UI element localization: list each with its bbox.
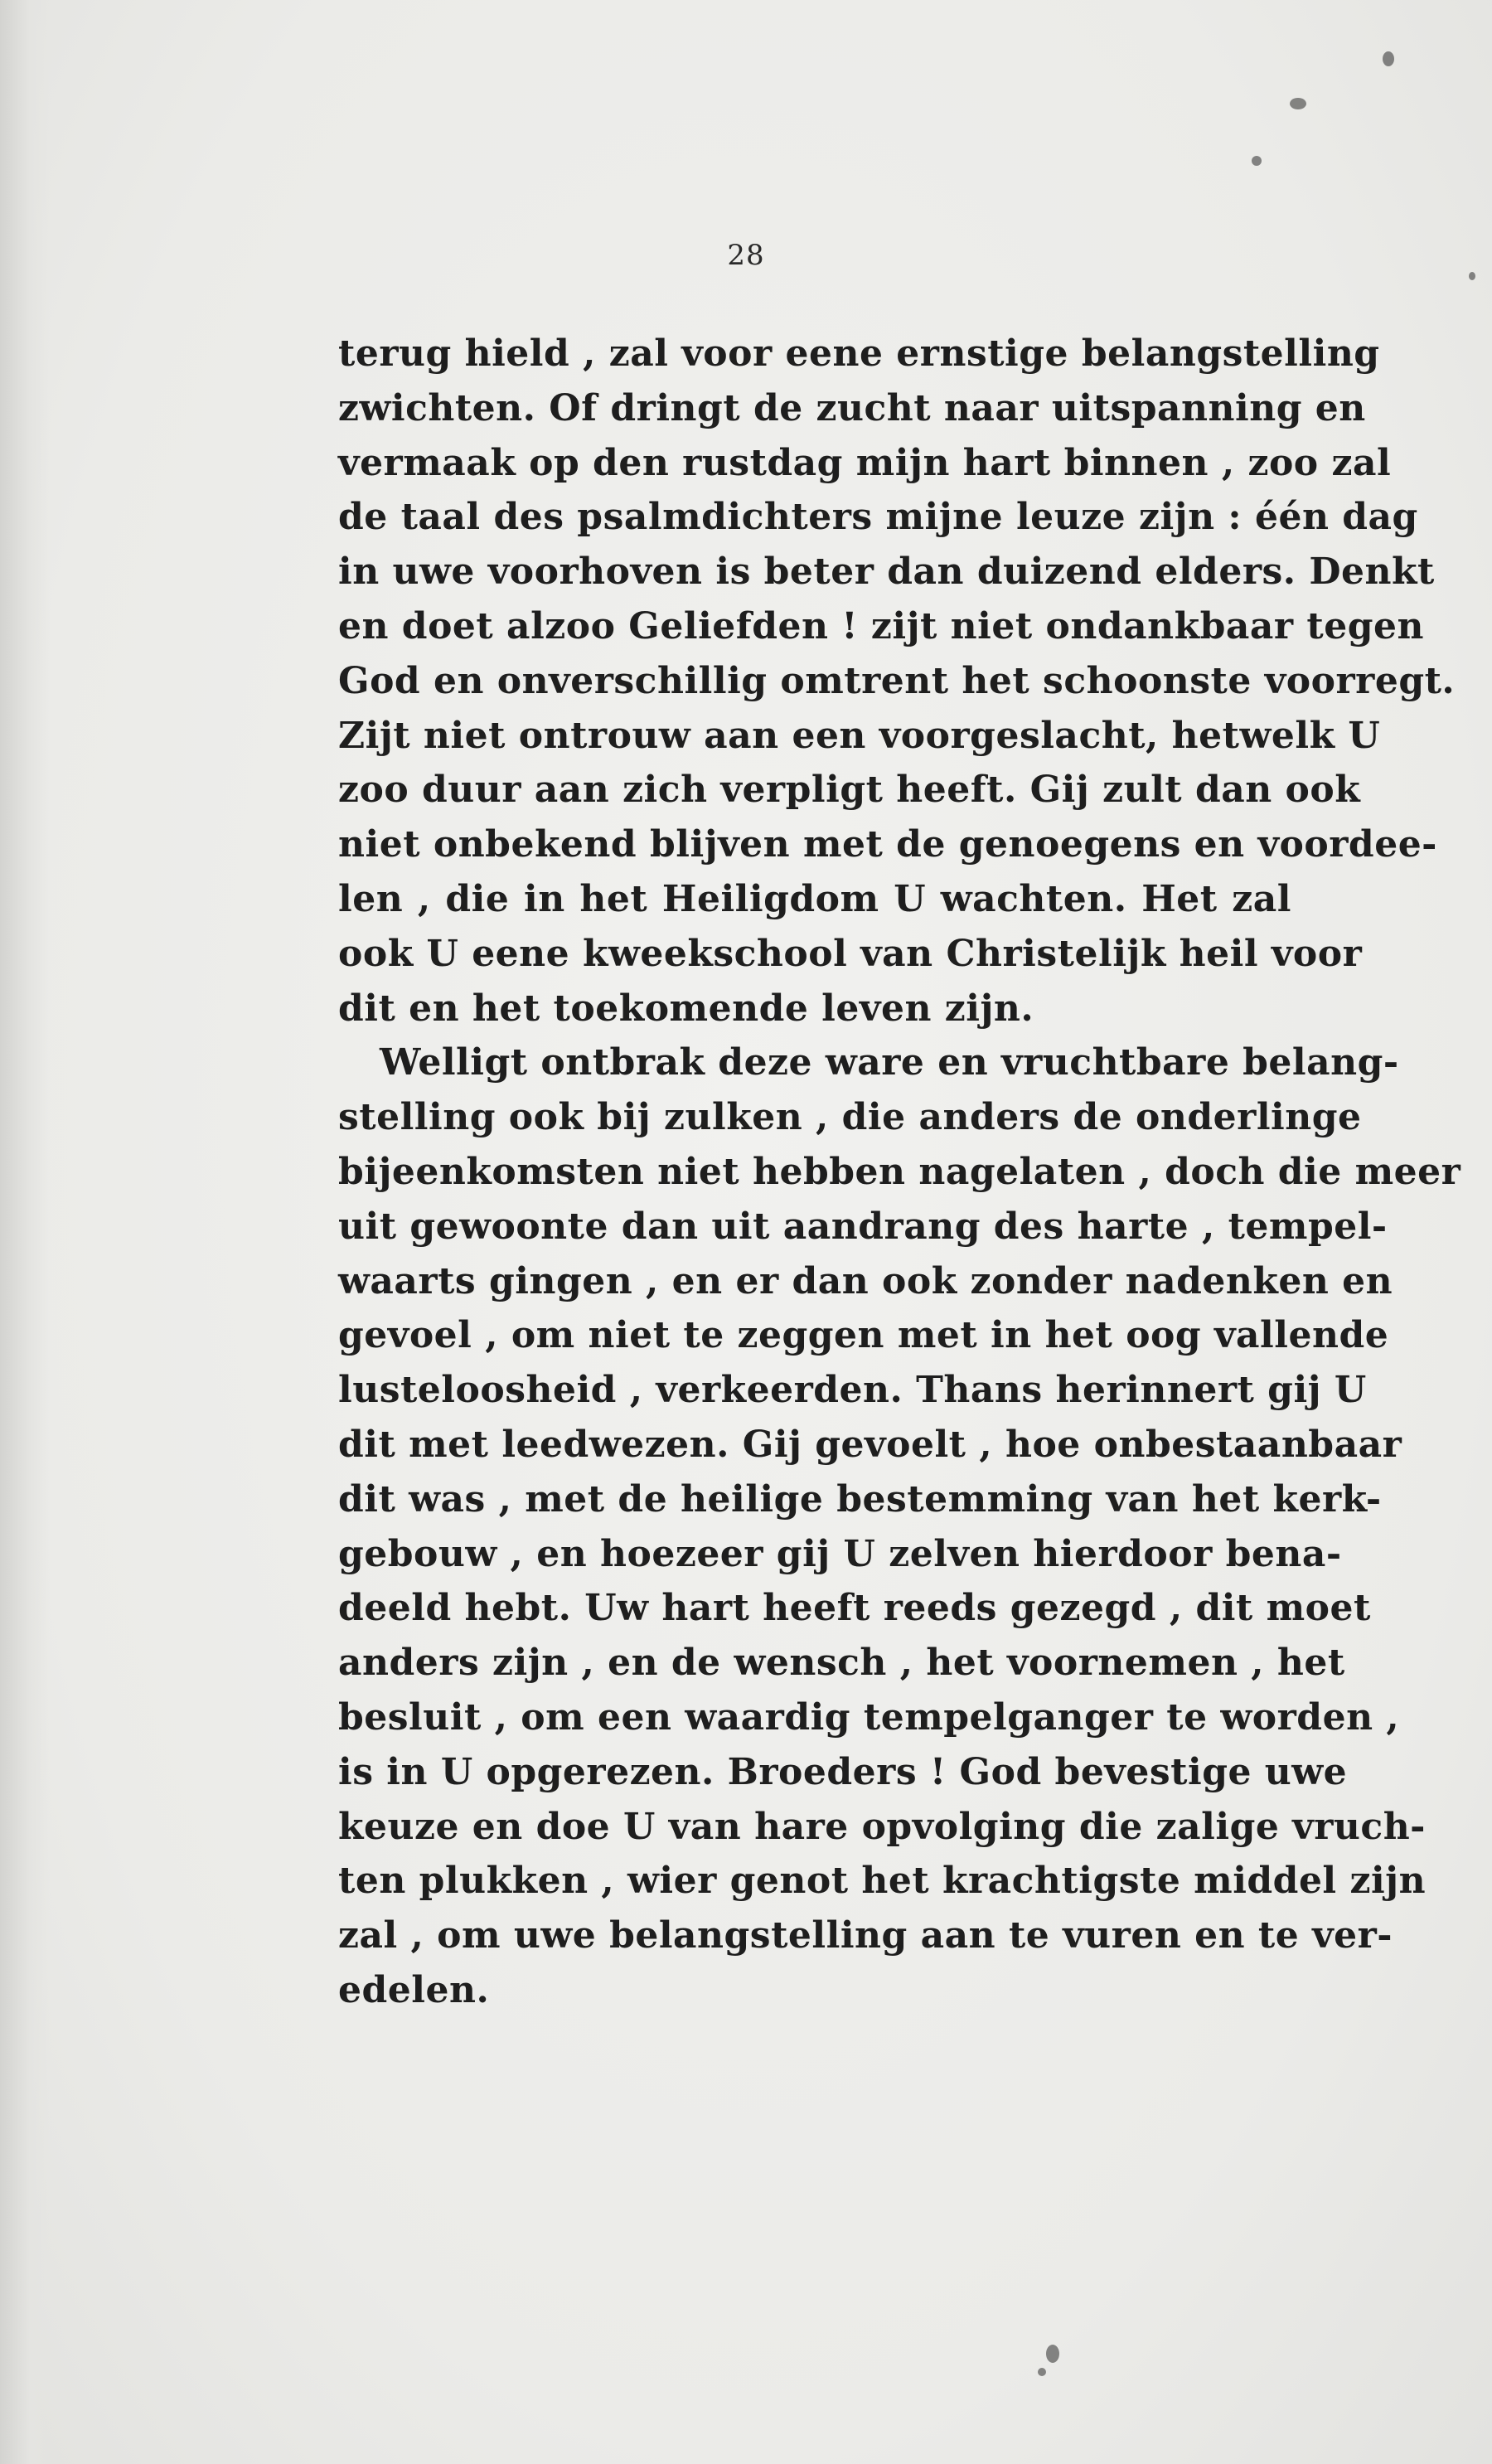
body-text (338, 327, 1461, 2018)
scan-speck (1038, 2368, 1046, 2376)
text-line: stelling ook bij zulken , die anders de onderlinge (338, 1096, 1362, 1139)
page-number: 28 (727, 239, 765, 272)
text-line: waarts gingen , en er dan ook zonder nadenken en (338, 1259, 1393, 1302)
text-line: deeld hebt. Uw hart heeft reeds gezegd , dit moet (338, 1587, 1371, 1630)
text-line: dit met leedwezen. Gij gevoelt , hoe onbestaanbaar (338, 1423, 1402, 1466)
scan-speck (1383, 51, 1394, 66)
text-line: bijeenkomsten niet hebben nagelaten , doch die meer (338, 1150, 1461, 1193)
text-line: anders zijn , en de wensch , het voornemen , het (338, 1642, 1345, 1685)
text-line: gevoel , om niet te zeggen met in het oog vallende (338, 1314, 1389, 1357)
text-line: zal , om uwe belangstelling aan te vuren en te ver- (338, 1914, 1393, 1957)
text-line: niet onbekend blijven met de genoegens en voordee- (338, 823, 1437, 866)
text-line: len , die in het Heiligdom U wachten. Het zal (338, 877, 1291, 920)
text-line: dit was , met de heilige bestemming van het kerk- (338, 1477, 1382, 1521)
text-line: uit gewoonte dan uit aandrang des harte , tempel- (338, 1205, 1388, 1248)
text-line: gebouw , en hoezeer gij U zelven hierdoor bena- (338, 1532, 1342, 1575)
text-line: Zijt niet ontrouw aan een voorgeslacht, hetwelk U (338, 714, 1381, 757)
text-line: Welligt ontbrak deze ware en vruchtbare belang- (380, 1041, 1399, 1084)
scan-speck (1046, 2345, 1059, 2363)
text-line: is in U opgerezen. Broeders ! God bevestige uwe (338, 1750, 1348, 1793)
text-line: en doet alzoo Geliefden ! zijt niet ondankbaar tegen (338, 604, 1424, 648)
text-line: terug hield , zal voor eene ernstige belangstelling (338, 332, 1380, 375)
gutter-shadow (0, 0, 50, 2464)
text-line: God en onverschillig omtrent het schoonste voorregt. (338, 659, 1456, 702)
text-line: ook U eene kweekschool van Christelijk heil voor (338, 932, 1363, 975)
text-line: edelen. (338, 1968, 490, 2011)
text-line: ten plukken , wier genot het krachtigste middel zijn (338, 1860, 1427, 1903)
text-line: de taal des psalmdichters mijne leuze zijn : één dag (338, 496, 1418, 539)
text-line: besluit , om een waardig tempelganger te worden , (338, 1695, 1400, 1739)
text-line: lusteloosheid , verkeerden. Thans herinnert gij U (338, 1369, 1367, 1412)
text-line: vermaak op den rustdag mijn hart binnen , zoo zal (338, 441, 1392, 484)
scan-speck (1252, 156, 1262, 166)
text-line: zwichten. Of dringt de zucht naar uitspanning en (338, 386, 1366, 429)
text-line: dit en het toekomende leven zijn. (338, 987, 1034, 1030)
scan-speck (1290, 98, 1306, 109)
text-line: zoo duur aan zich verpligt heeft. Gij zult dan ook (338, 769, 1361, 812)
text-line: keuze en doe U van hare opvolging die zalige vruch- (338, 1805, 1426, 1848)
text-line: in uwe voorhoven is beter dan duizend elders. Denkt (338, 551, 1435, 594)
scan-speck (1469, 272, 1475, 280)
